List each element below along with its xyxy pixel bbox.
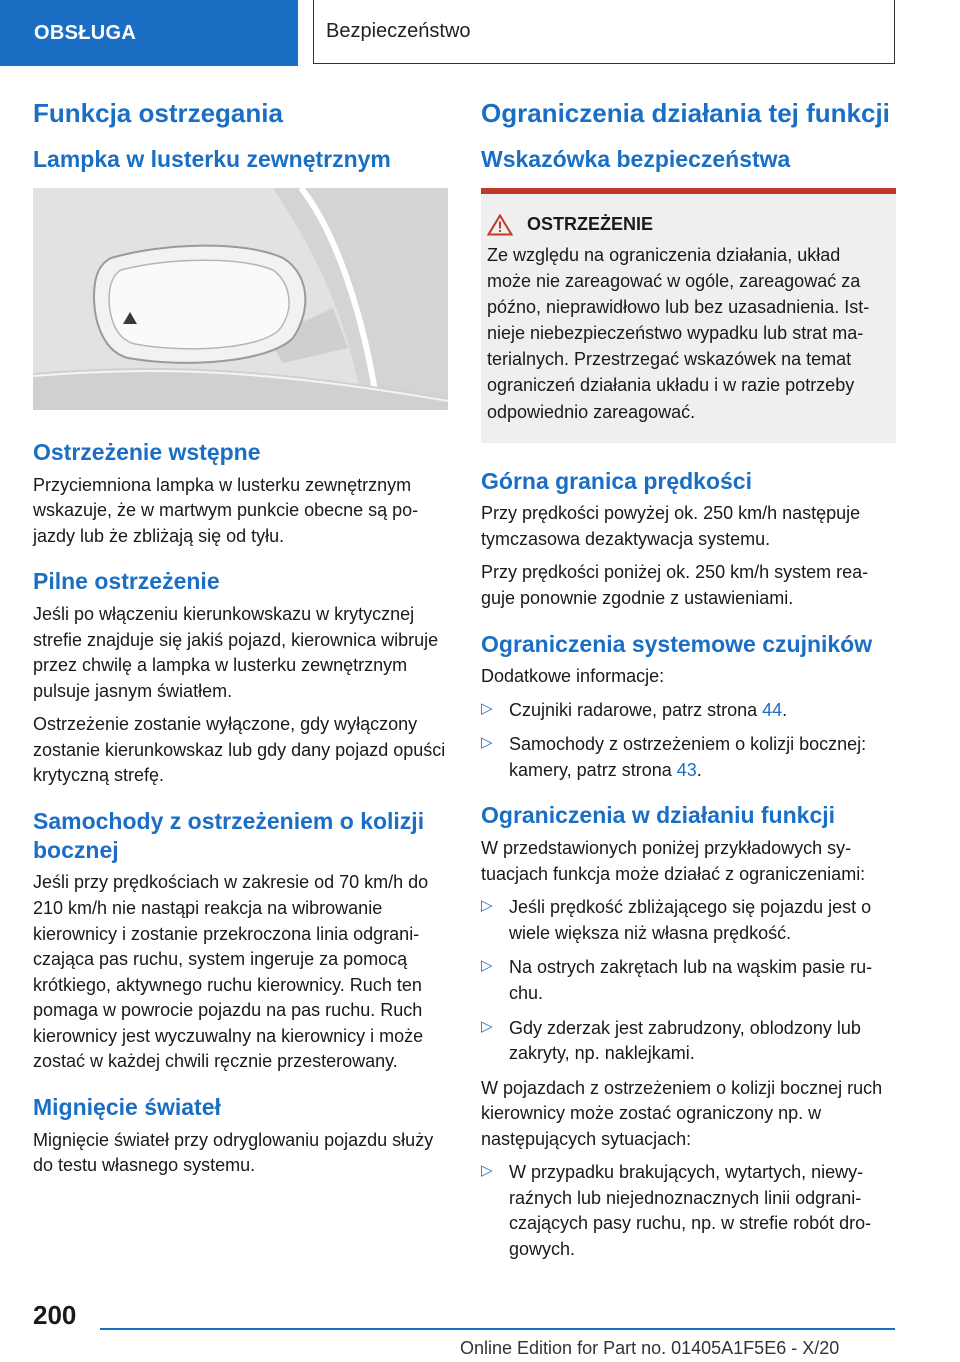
speed-heading: Górna granica prędkości (481, 467, 752, 494)
list-item (481, 955, 896, 1006)
page-link-44[interactable]: 44 (762, 699, 783, 720)
page-number: 200 (33, 1300, 77, 1330)
function-limits-list (481, 895, 896, 1066)
page-header (0, 0, 960, 66)
list-item-text: Na ostrych zakrętach lub na wąskim pasie ruchu. (509, 957, 873, 1003)
warning-box (481, 188, 896, 443)
steering-limits-list (481, 1160, 896, 1262)
side-collision-text: Jeśli przy prędkościach w zakresie od 70 km/h do 210 km/h nie nastąpi reakcja na wibrowanie kierownicy i zostanie przekroczona linia odgraniczająca pas ruchu, system ingeruje za pomocą krótkiego, aktywnego ruchu kierownicy. Ruch ten pomaga w powrocie pojazdu na pas ruchu. Ruch kierownicy jest wyczuwalny na kierownicy i może zostać w każdej chwili ręcznie przesterowany. (33, 872, 429, 1072)
bullet-triangle-icon: ▷ (481, 734, 493, 752)
sensor-limits-heading: Ograniczenia systemowe czujników (481, 630, 873, 657)
flash-heading: Mignięcie świateł (33, 1093, 221, 1120)
list-item (481, 1160, 896, 1262)
sensor-limits-list (481, 698, 896, 784)
speed-text-1: Przy prędkości powyżej ok. 250 km/h następuje tymczasowa dezaktywacja systemu. (481, 503, 861, 549)
bullet-triangle-icon: ▷ (481, 957, 493, 975)
list-item-end: . (782, 699, 788, 720)
bullet-triangle-icon: ▷ (481, 1162, 493, 1180)
list-item-end: . (696, 759, 702, 780)
footer-edition: Online Edition for Part no. 01405A1F5E6 - X/20 (460, 1338, 840, 1358)
bullet-triangle-icon: ▷ (481, 897, 493, 915)
bullet-triangle-icon: ▷ (481, 699, 493, 717)
list-item (481, 698, 896, 724)
urgent-warning-heading: Pilne ostrzeżenie (33, 568, 220, 595)
warning-title-row (487, 214, 884, 236)
footer-divider (100, 1328, 895, 1330)
side-mirror-image (33, 188, 448, 410)
list-item-text: Jeśli prędkość zbliżającego się pojazdu jest o wiele większa niż własna prędkość. (509, 897, 872, 943)
flash-text: Mignięcie świateł przy odryglowaniu pojazdu służy do testu własnego systemu. (33, 1129, 434, 1176)
list-item-text: Samochody z ostrzeżeniem o kolizji bocznej: kamery, patrz strona (509, 734, 867, 780)
list-item-text: W przypadku brakujących, wytartych, niewyraźnych lub niejednoznacznych linii odgraniczających pasy ruchu, np. w strefie robót drogowych. (509, 1162, 872, 1259)
pre-warning-text: Przyciemniona lampka w lusterku zewnętrznym wskazuje, że w martwym punkcie obecne są pojazdy lub że zbliżają się od tyłu. (33, 474, 419, 546)
section-title: Funkcja ostrzegania (33, 98, 283, 128)
warning-text: Ze względu na ograniczenia działania, układ może nie zareagować w ogóle, zareagować za późno, nieprawidłowo lub bez uzasadnienia. Istnieje niebezpieczeństwo wypadku lub strat materialnych. Przestrzegać wskazówek na temat ograniczeń działania układu i w razie potrzeby odpowiednio zareagować. (487, 244, 870, 422)
urgent-warning-text-1: Jeśli po włączeniu kierunkowskazu w krytycznej strefie znajduje się jakiś pojazd, kierownica wibruje przez chwilę a lampka w lusterku zewnętrznym pulsuje jasnym światłem. (33, 604, 439, 701)
urgent-warning-text-2: Ostrzeżenie zostanie wyłączone, gdy wyłączony zostanie kierunkowskaz lub gdy dany pojazd opuści krytyczną strefę. (33, 714, 446, 786)
sensor-limits-intro: Dodatkowe informacje: (481, 666, 665, 687)
mirror-lamp-heading: Lampka w lusterku zewnętrznym (33, 146, 391, 173)
warning-title: OSTRZEŻENIE (527, 214, 654, 235)
right-column (481, 98, 896, 1271)
list-item (481, 895, 896, 946)
bullet-triangle-icon: ▷ (481, 1017, 493, 1035)
section-tab[interactable]: OBSŁUGA (0, 0, 298, 66)
list-item (481, 1016, 896, 1067)
function-limits-heading: Ograniczenia w działaniu funkcji (481, 802, 836, 829)
mirror-illustration (33, 188, 448, 410)
warning-triangle-icon (487, 214, 513, 236)
chapter-title: Bezpieczeństwo (313, 0, 895, 64)
limits-title: Ograniczenia działania tej funkcji (481, 98, 890, 128)
left-column (33, 98, 448, 1187)
list-item-text: Czujniki radarowe, patrz strona (509, 699, 763, 720)
function-limits-intro: W przedstawionych poniżej przykładowych sytuacjach funkcja może działać z ograniczeniami: (481, 838, 866, 884)
list-item-text: Gdy zderzak jest zabrudzony, oblodzony lub zakryty, np. naklejkami. (509, 1017, 861, 1064)
list-item (481, 732, 896, 783)
side-collision-heading: Samochody z ostrzeżeniem o kolizji bocznej (33, 807, 425, 863)
speed-text-2: Przy prędkości poniżej ok. 250 km/h system reaguje ponownie zgodnie z ustawieniami. (481, 562, 869, 608)
page-link-43[interactable]: 43 (676, 759, 697, 780)
function-limits-intro-2: W pojazdach z ostrzeżeniem o kolizji bocznej ruch kierownicy może zostać ograniczony np. w następujących sytuacjach: (481, 1077, 883, 1149)
pre-warning-heading: Ostrzeżenie wstępne (33, 438, 261, 465)
safety-note-heading: Wskazówka bezpieczeństwa (481, 146, 791, 173)
